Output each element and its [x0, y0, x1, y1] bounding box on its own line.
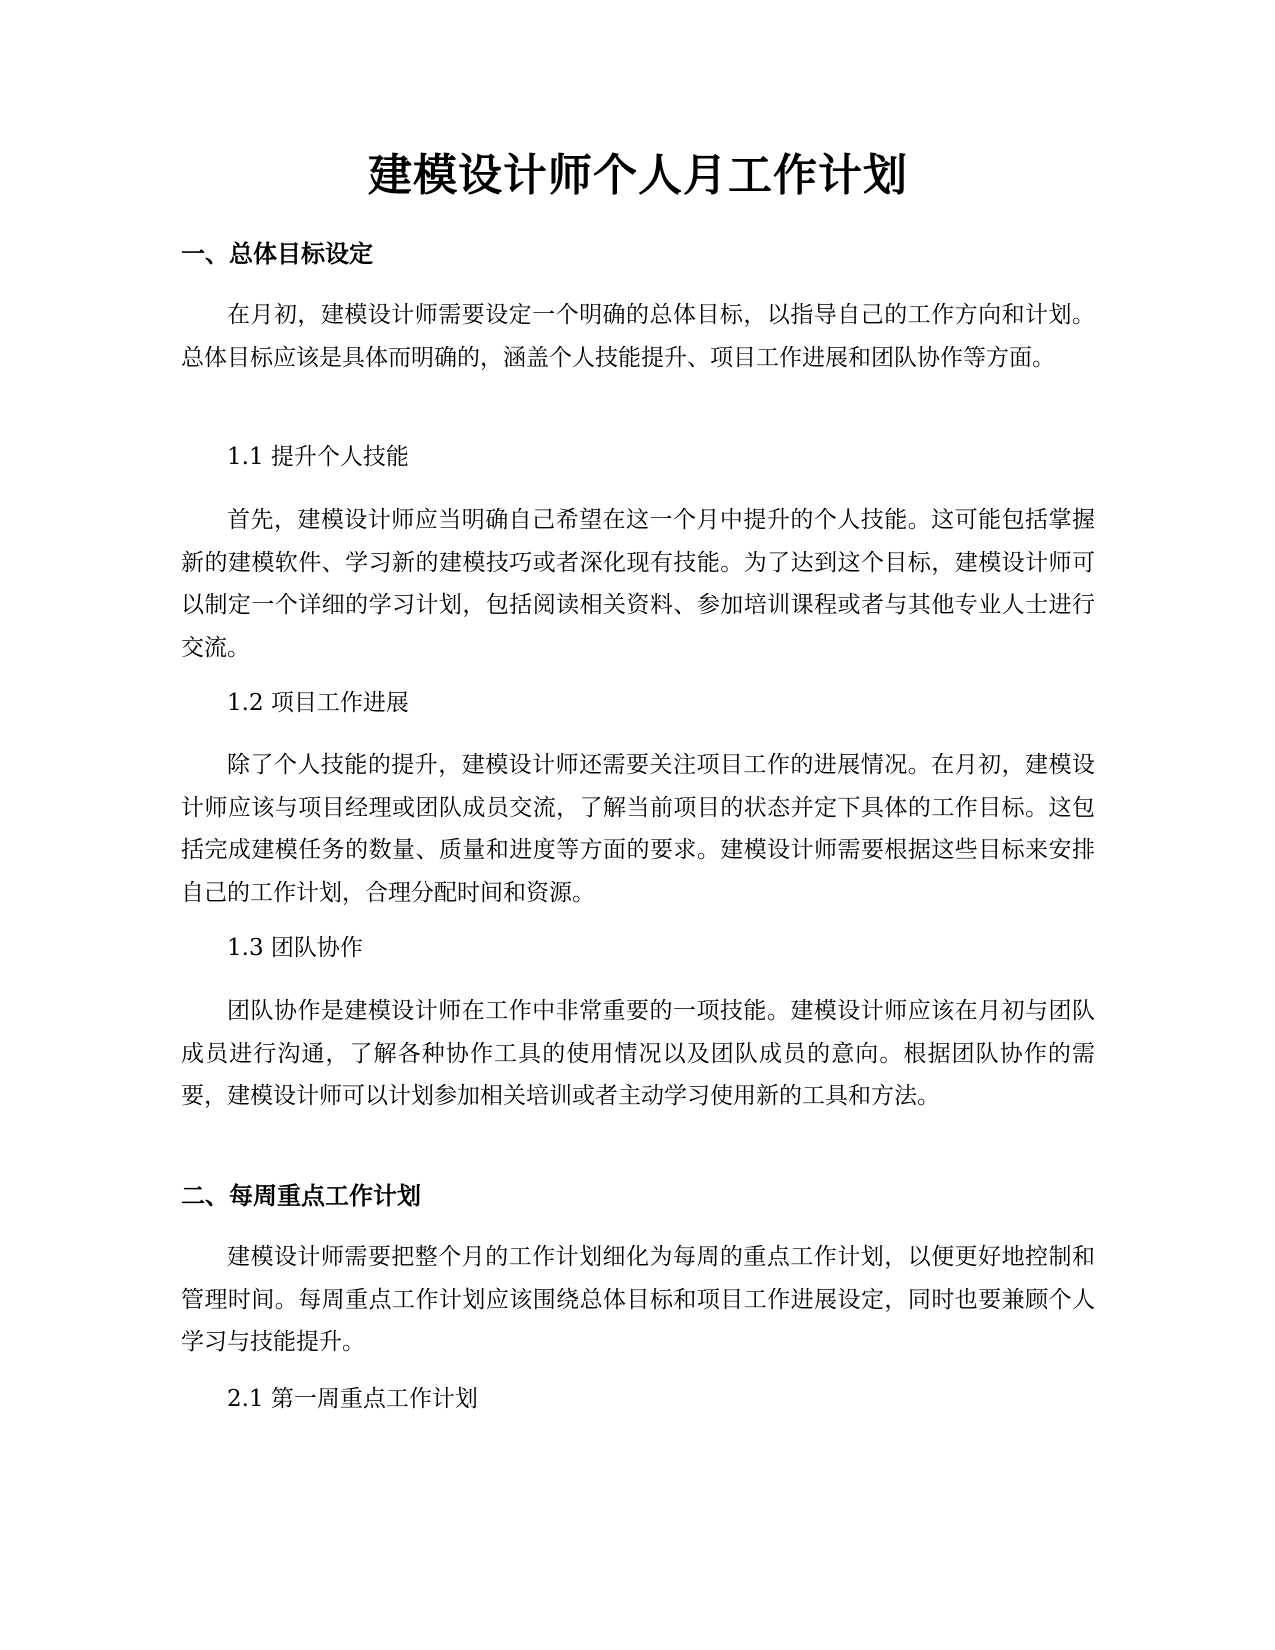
subsection-1-1-body: 首先，建模设计师应当明确自己希望在这一个月中提升的个人技能。这可能包括掌握新的建模软件、学习新的建模技巧或者深化现有技能。为了达到这个目标，建模设计师可以制定一个详细的学习计划，包括阅读相关资料、参加培训课程或者与其他专业人士进行交流。	[181, 507, 1095, 661]
subsection-1-1-heading: 1.1 提升个人技能	[227, 444, 409, 470]
section-1-intro: 在月初，建模设计师需要设定一个明确的总体目标，以指导自己的工作方向和计划。总体目标应该是具体而明确的，涵盖个人技能提升、项目工作进展和团队协作等方面。	[181, 302, 1095, 371]
section-2-intro: 建模设计师需要把整个月的工作计划细化为每周的重点工作计划，以便更好地控制和管理时间。每周重点工作计划应该围绕总体目标和项目工作进展设定，同时也要兼顾个人学习与技能提升。	[181, 1244, 1095, 1355]
document-page	[181, 0, 1095, 1650]
section-2-heading: 二、每周重点工作计划	[181, 1182, 421, 1210]
subsection-1-3-heading: 1.3 团队协作	[227, 935, 363, 961]
subsection-1-3-body: 团队协作是建模设计师在工作中非常重要的一项技能。建模设计师应该在月初与团队成员进行沟通，了解各种协作工具的使用情况以及团队成员的意向。根据团队协作的需要，建模设计师可以计划参加相关培训或者主动学习使用新的工具和方法。	[181, 998, 1095, 1109]
section-1-heading: 一、总体目标设定	[181, 240, 373, 268]
subsection-1-2-body: 除了个人技能的提升，建模设计师还需要关注项目工作的进展情况。在月初，建模设计师应该与项目经理或团队成员交流，了解当前项目的状态并定下具体的工作目标。这包括完成建模任务的数量、质量和进度等方面的要求。建模设计师需要根据这些目标来安排自己的工作计划，合理分配时间和资源。	[181, 752, 1095, 906]
subsection-2-1-heading: 2.1 第一周重点工作计划	[227, 1386, 478, 1412]
document-title: 建模设计师个人月工作计划	[368, 150, 908, 201]
subsection-1-2-heading: 1.2 项目工作进展	[227, 690, 409, 716]
